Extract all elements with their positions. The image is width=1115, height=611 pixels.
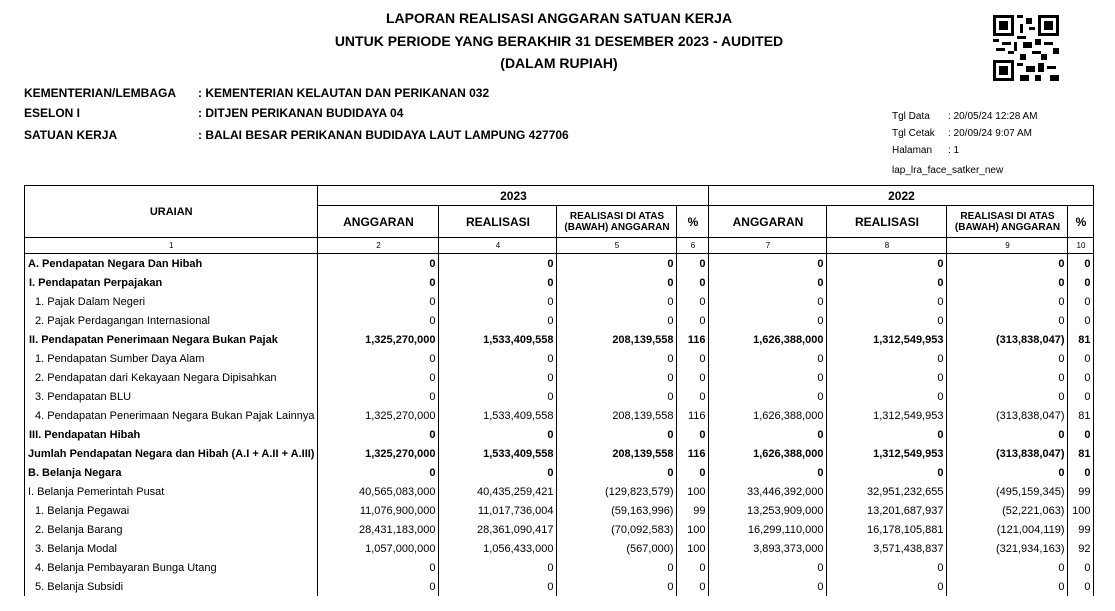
selisih-2022-cell: (321,934,163) (947, 539, 1068, 558)
selisih-2022-cell: 0 (947, 387, 1068, 406)
report-code: lap_lra_face_satker_new (892, 165, 1004, 176)
selisih-2023-cell: (129,823,579) (557, 482, 677, 501)
row-label: 1. Belanja Pegawai (25, 501, 318, 520)
selisih-2023-cell: (567,000) (557, 539, 677, 558)
realisasi-2022-cell: 0 (827, 387, 947, 406)
anggaran-2023-cell: 0 (318, 577, 439, 596)
satker-value: : BALAI BESAR PERIKANAN BUDIDAYA LAUT LAMPUNG 427706 (198, 128, 569, 142)
anggaran-2022-cell: 0 (709, 292, 827, 311)
anggaran-2023-cell: 0 (318, 368, 439, 387)
col-number: 10 (1068, 238, 1094, 254)
realisasi-2022-cell: 1,312,549,953 (827, 444, 947, 463)
selisih-2023-cell: 208,139,558 (557, 444, 677, 463)
pct-2022-cell: 0 (1068, 311, 1094, 330)
table-row (25, 254, 1094, 274)
row-label: 3. Pendapatan BLU (25, 387, 318, 406)
realisasi-2023-cell: 0 (439, 311, 557, 330)
row-label: A. Pendapatan Negara Dan Hibah (25, 254, 318, 274)
pct-2023-cell: 116 (677, 444, 709, 463)
anggaran-2022-header: ANGGARAN (709, 206, 827, 238)
pct-2023-cell: 100 (677, 539, 709, 558)
realisasi-2023-cell: 11,017,736,004 (439, 501, 557, 520)
tgl-data-value: : 20/05/24 12:28 AM (948, 111, 1038, 122)
selisih-2023-line1: REALISASI DI ATAS (569, 210, 665, 222)
anggaran-2022-cell: 1,626,388,000 (709, 406, 827, 425)
anggaran-2023-cell: 40,565,083,000 (318, 482, 439, 501)
pct-2022-cell: 81 (1068, 406, 1094, 425)
row-label: I. Belanja Pemerintah Pusat (25, 482, 318, 501)
kementerian-label: KEMENTERIAN/LEMBAGA (24, 86, 176, 100)
pct-2023-cell: 0 (677, 273, 709, 292)
row-label: I. Pendapatan Perpajakan (25, 273, 318, 292)
realisasi-2023-cell: 0 (439, 558, 557, 577)
selisih-2023-cell: 0 (557, 463, 677, 482)
table-row (25, 273, 1094, 292)
anggaran-2023-cell: 0 (318, 292, 439, 311)
report-unit: (DALAM RUPIAH) (500, 55, 618, 71)
realisasi-2023-cell: 1,533,409,558 (439, 444, 557, 463)
table-row (25, 349, 1094, 368)
realisasi-2022-cell: 0 (827, 349, 947, 368)
col-number: 4 (439, 238, 557, 254)
selisih-2023-cell: 0 (557, 292, 677, 311)
lra-table (24, 185, 1094, 596)
anggaran-2023-cell: 1,325,270,000 (318, 444, 439, 463)
qr-code-icon (993, 15, 1059, 81)
anggaran-2022-cell: 0 (709, 349, 827, 368)
anggaran-2022-cell: 0 (709, 311, 827, 330)
row-label: II. Pendapatan Penerimaan Negara Bukan Pajak (25, 330, 318, 349)
realisasi-2022-cell: 0 (827, 311, 947, 330)
row-label: B. Belanja Negara (25, 463, 318, 482)
col-number: 8 (827, 238, 947, 254)
anggaran-2023-cell: 0 (318, 349, 439, 368)
selisih-2022-cell: 0 (947, 577, 1068, 596)
anggaran-2022-cell: 0 (709, 463, 827, 482)
pct-2023-cell: 0 (677, 425, 709, 444)
anggaran-2023-cell: 0 (318, 558, 439, 577)
tgl-cetak-value: : 20/09/24 9:07 AM (948, 128, 1032, 139)
selisih-2022-cell: 0 (947, 273, 1068, 292)
realisasi-2023-cell: 1,056,433,000 (439, 539, 557, 558)
row-label: 5. Belanja Subsidi (25, 577, 318, 596)
table-row (25, 292, 1094, 311)
realisasi-2022-cell: 0 (827, 463, 947, 482)
selisih-2023-cell: 0 (557, 425, 677, 444)
pct-2022-cell: 0 (1068, 254, 1094, 274)
uraian-header: URAIAN (25, 186, 318, 238)
pct-2023-cell: 0 (677, 387, 709, 406)
table-row (25, 463, 1094, 482)
halaman-label: Halaman (892, 145, 933, 156)
table-row (25, 501, 1094, 520)
selisih-2022-cell: 0 (947, 292, 1068, 311)
selisih-2023-cell: 0 (557, 254, 677, 274)
realisasi-2022-cell: 0 (827, 558, 947, 577)
pct-2022-cell: 0 (1068, 349, 1094, 368)
halaman-value: : 1 (948, 145, 960, 156)
pct-2022-cell: 0 (1068, 558, 1094, 577)
anggaran-2023-cell: 0 (318, 254, 439, 274)
selisih-2022-cell: 0 (947, 311, 1068, 330)
realisasi-2022-cell: 16,178,105,881 (827, 520, 947, 539)
realisasi-2022-cell: 0 (827, 368, 947, 387)
row-label: 2. Pajak Perdagangan Internasional (25, 311, 318, 330)
anggaran-2023-cell: 0 (318, 273, 439, 292)
anggaran-2023-cell: 1,325,270,000 (318, 330, 439, 349)
anggaran-2022-cell: 3,893,373,000 (709, 539, 827, 558)
table-row (25, 406, 1094, 425)
anggaran-2022-cell: 16,299,110,000 (709, 520, 827, 539)
table-row (25, 539, 1094, 558)
realisasi-2023-cell: 0 (439, 387, 557, 406)
selisih-2023-cell: 0 (557, 349, 677, 368)
anggaran-2023-cell: 1,057,000,000 (318, 539, 439, 558)
selisih-2023-cell: 0 (557, 368, 677, 387)
pct-2023-cell: 0 (677, 311, 709, 330)
selisih-2023-cell: 0 (557, 577, 677, 596)
selisih-2022-header (947, 206, 1068, 238)
realisasi-2022-cell: 1,312,549,953 (827, 406, 947, 425)
realisasi-2023-cell: 1,533,409,558 (439, 406, 557, 425)
anggaran-2022-cell: 13,253,909,000 (709, 501, 827, 520)
anggaran-2022-cell: 0 (709, 368, 827, 387)
selisih-2023-cell: 0 (557, 558, 677, 577)
selisih-2022-cell: (313,838,047) (947, 444, 1068, 463)
pct-2023-cell: 99 (677, 501, 709, 520)
selisih-2022-cell: (495,159,345) (947, 482, 1068, 501)
realisasi-2023-cell: 0 (439, 425, 557, 444)
table-row (25, 558, 1094, 577)
realisasi-2023-cell: 0 (439, 273, 557, 292)
realisasi-2023-cell: 0 (439, 349, 557, 368)
col-number: 6 (677, 238, 709, 254)
tgl-data-label: Tgl Data (892, 111, 930, 122)
selisih-2023-cell: (59,163,996) (557, 501, 677, 520)
realisasi-2022-cell: 0 (827, 292, 947, 311)
table-row (25, 311, 1094, 330)
pct-2022-cell: 81 (1068, 330, 1094, 349)
pct-2023-cell: 100 (677, 520, 709, 539)
report-title: LAPORAN REALISASI ANGGARAN SATUAN KERJA (385, 10, 733, 26)
halaman-line (892, 142, 959, 159)
selisih-2022-cell: 0 (947, 349, 1068, 368)
tgl-cetak-line (892, 125, 1032, 142)
pct-2023-cell: 0 (677, 368, 709, 387)
row-label: 1. Pajak Dalam Negeri (25, 292, 318, 311)
pct-2022-cell: 0 (1068, 292, 1094, 311)
selisih-2023-cell: 208,139,558 (557, 330, 677, 349)
pct-2022-cell: 100 (1068, 501, 1094, 520)
selisih-2022-cell: 0 (947, 425, 1068, 444)
pct-2023-cell: 116 (677, 330, 709, 349)
selisih-2022-cell: 0 (947, 463, 1068, 482)
row-label: 3. Belanja Modal (25, 539, 318, 558)
anggaran-2022-cell: 1,626,388,000 (709, 330, 827, 349)
pct-2022-cell: 0 (1068, 463, 1094, 482)
anggaran-2022-cell: 33,446,392,000 (709, 482, 827, 501)
kementerian-value: : KEMENTERIAN KELAUTAN DAN PERIKANAN 032 (198, 86, 490, 100)
realisasi-2023-cell: 28,361,090,417 (439, 520, 557, 539)
selisih-2023-cell: (70,092,583) (557, 520, 677, 539)
realisasi-2022-cell: 0 (827, 577, 947, 596)
anggaran-2022-cell: 0 (709, 387, 827, 406)
realisasi-2022-cell: 32,951,232,655 (827, 482, 947, 501)
selisih-2022-cell: 0 (947, 368, 1068, 387)
realisasi-2022-cell: 0 (827, 254, 947, 274)
selisih-2022-cell: (121,004,119) (947, 520, 1068, 539)
table-row (25, 330, 1094, 349)
realisasi-2023-cell: 0 (439, 368, 557, 387)
pct-2023-cell: 0 (677, 558, 709, 577)
table-row (25, 368, 1094, 387)
selisih-2023-cell: 0 (557, 273, 677, 292)
anggaran-2023-cell: 1,325,270,000 (318, 406, 439, 425)
realisasi-2023-header: REALISASI (439, 206, 557, 238)
selisih-2022-cell: 0 (947, 558, 1068, 577)
pct-2022-cell: 92 (1068, 539, 1094, 558)
anggaran-2022-cell: 0 (709, 273, 827, 292)
selisih-2023-cell: 208,139,558 (557, 406, 677, 425)
anggaran-2022-cell: 0 (709, 577, 827, 596)
realisasi-2023-cell: 40,435,259,421 (439, 482, 557, 501)
realisasi-2022-header: REALISASI (827, 206, 947, 238)
selisih-2022-line2: (BAWAH) ANGGARAN (954, 221, 1061, 233)
anggaran-2023-cell: 0 (318, 311, 439, 330)
pct-2022-cell: 99 (1068, 482, 1094, 501)
pct-2022-cell: 99 (1068, 520, 1094, 539)
pct-2022-cell: 0 (1068, 368, 1094, 387)
realisasi-2022-cell: 0 (827, 425, 947, 444)
col-number: 9 (947, 238, 1068, 254)
pct-2022-cell: 81 (1068, 444, 1094, 463)
row-label: III. Pendapatan Hibah (25, 425, 318, 444)
anggaran-2022-cell: 0 (709, 558, 827, 577)
row-label: 4. Belanja Pembayaran Bunga Utang (25, 558, 318, 577)
pct-2022-cell: 0 (1068, 577, 1094, 596)
pct-2023-cell: 0 (677, 463, 709, 482)
eselon-value: : DITJEN PERIKANAN BUDIDAYA 04 (198, 106, 404, 120)
anggaran-2022-cell: 0 (709, 425, 827, 444)
table-row (25, 482, 1094, 501)
realisasi-2023-cell: 0 (439, 463, 557, 482)
col-number: 7 (709, 238, 827, 254)
selisih-2023-cell: 0 (557, 311, 677, 330)
pct-2022-cell: 0 (1068, 387, 1094, 406)
pct-2023-cell: 0 (677, 349, 709, 368)
anggaran-2023-cell: 0 (318, 425, 439, 444)
row-label: 2. Pendapatan dari Kekayaan Negara Dipisahkan (25, 368, 318, 387)
realisasi-2023-cell: 1,533,409,558 (439, 330, 557, 349)
realisasi-2022-cell: 3,571,438,837 (827, 539, 947, 558)
col-number: 1 (25, 238, 318, 254)
row-label: 2. Belanja Barang (25, 520, 318, 539)
anggaran-2022-cell: 1,626,388,000 (709, 444, 827, 463)
anggaran-2023-cell: 0 (318, 463, 439, 482)
pct-2023-cell: 100 (677, 482, 709, 501)
report-period: UNTUK PERIODE YANG BERAKHIR 31 DESEMBER 2023 - AUDITED (334, 33, 784, 49)
table-row (25, 425, 1094, 444)
realisasi-2023-cell: 0 (439, 577, 557, 596)
pct-2023-cell: 0 (677, 292, 709, 311)
selisih-2023-line2: (BAWAH) ANGGARAN (564, 221, 670, 233)
year-2022-header: 2022 (709, 186, 1094, 206)
table-row (25, 387, 1094, 406)
realisasi-2022-cell: 0 (827, 273, 947, 292)
anggaran-2023-header: ANGGARAN (318, 206, 439, 238)
tgl-data-line (892, 108, 1038, 125)
selisih-2022-cell: 0 (947, 254, 1068, 274)
realisasi-2023-cell: 0 (439, 292, 557, 311)
selisih-2022-line1: REALISASI DI ATAS (960, 210, 1055, 222)
realisasi-2023-cell: 0 (439, 254, 557, 274)
pct-2022-cell: 0 (1068, 273, 1094, 292)
table-row (25, 520, 1094, 539)
row-label: 1. Pendapatan Sumber Daya Alam (25, 349, 318, 368)
eselon-label: ESELON I (24, 106, 81, 120)
row-label: 4. Pendapatan Penerimaan Negara Bukan Pajak Lainnya (25, 406, 318, 425)
selisih-2023-cell: 0 (557, 387, 677, 406)
year-2023-header: 2023 (318, 186, 709, 206)
selisih-2023-header (557, 206, 677, 238)
pct-2023-cell: 0 (677, 254, 709, 274)
pct-2022-header: % (1068, 206, 1094, 238)
tgl-cetak-label: Tgl Cetak (892, 128, 935, 139)
selisih-2022-cell: (313,838,047) (947, 330, 1068, 349)
table-row (25, 444, 1094, 463)
table-body (25, 254, 1094, 597)
realisasi-2022-cell: 1,312,549,953 (827, 330, 947, 349)
anggaran-2022-cell: 0 (709, 254, 827, 274)
selisih-2022-cell: (313,838,047) (947, 406, 1068, 425)
col-number: 2 (318, 238, 439, 254)
anggaran-2023-cell: 0 (318, 387, 439, 406)
row-label: Jumlah Pendapatan Negara dan Hibah (A.I + A.II + A.III) (25, 444, 318, 463)
realisasi-2022-cell: 13,201,687,937 (827, 501, 947, 520)
satker-label: SATUAN KERJA (24, 128, 118, 142)
pct-2023-header: % (677, 206, 709, 238)
pct-2022-cell: 0 (1068, 425, 1094, 444)
selisih-2022-cell: (52,221,063) (947, 501, 1068, 520)
anggaran-2023-cell: 28,431,183,000 (318, 520, 439, 539)
table-row (25, 577, 1094, 596)
anggaran-2023-cell: 11,076,900,000 (318, 501, 439, 520)
col-number: 5 (557, 238, 677, 254)
pct-2023-cell: 0 (677, 577, 709, 596)
pct-2023-cell: 116 (677, 406, 709, 425)
